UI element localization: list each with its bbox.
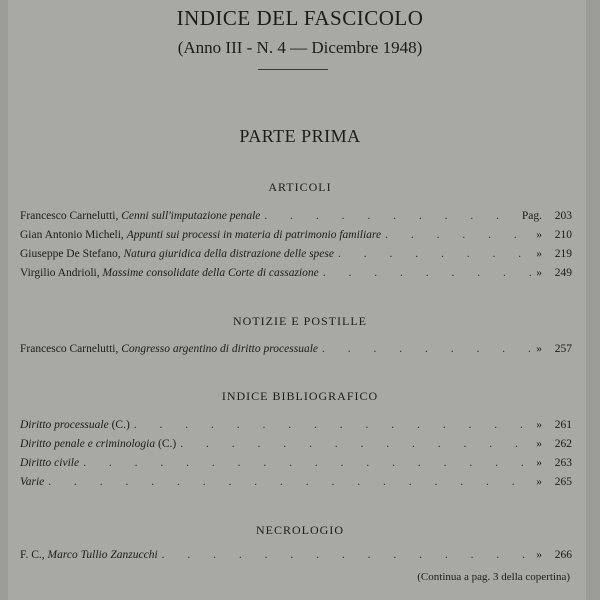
page-number: 210 [554, 229, 572, 241]
page-prefix: Pag. [521, 210, 542, 222]
toc-entry [20, 457, 572, 473]
part-heading: PARTE PRIMA [239, 126, 361, 146]
leader-dots [338, 248, 532, 260]
page-prefix: » [536, 438, 542, 450]
entry-title: Massime consolidate della Corte di cassazione [102, 267, 319, 279]
page-number: 257 [554, 343, 572, 355]
leader-dots [323, 267, 533, 279]
toc-entry [20, 210, 572, 226]
page-number: 203 [554, 210, 572, 222]
toc-entry [20, 267, 572, 283]
entry-author: Francesco Carnelutti, [20, 343, 119, 355]
page-number: 261 [554, 419, 572, 431]
leader-dots [385, 229, 532, 241]
page-number: 219 [554, 248, 572, 260]
entry-author: Francesco Carnelutti, [20, 210, 119, 222]
continuation-note: (Continua a pag. 3 della copertina) [417, 571, 570, 583]
entry-author: Giuseppe De Stefano, [20, 248, 121, 260]
page-prefix: » [536, 248, 542, 260]
toc-entry [20, 549, 572, 565]
page-number: 266 [554, 549, 572, 561]
toc-entry [20, 248, 572, 264]
page-number: 263 [554, 457, 572, 469]
entry-title: Appunti sui processi in materia di patrimonio familiare [126, 229, 382, 241]
section-heading-bibliografico: INDICE BIBLIOGRAFICO [221, 389, 379, 403]
page-number: 262 [554, 438, 572, 450]
page-prefix: » [536, 476, 542, 488]
entry-title: Diritto penale e criminologia [20, 438, 156, 450]
section-heading-necrologio: NECROLOGIO [256, 523, 344, 537]
leader-dots [264, 210, 517, 222]
leader-dots [162, 549, 533, 561]
page-number: 249 [554, 267, 572, 279]
toc-entry [20, 476, 572, 492]
toc-entry [20, 229, 572, 245]
leader-dots [48, 476, 532, 488]
entry-author: Gian Antonio Micheli, [20, 229, 124, 241]
paper-sheet [8, 0, 586, 600]
page-prefix: » [536, 343, 542, 355]
entry-title: Varie [20, 476, 45, 488]
entry-author: F. C., [20, 549, 45, 561]
entry-title: Natura giuridica della distrazione delle spese [123, 248, 334, 260]
index-title: INDICE DEL FASCICOLO [176, 6, 424, 30]
entry-title: Marco Tullio Zanzucchi [47, 549, 158, 561]
section-heading-notizie: NOTIZIE E POSTILLE [233, 314, 367, 328]
entry-suffix: (C.) [111, 419, 130, 431]
section-heading-articoli: ARTICOLI [268, 180, 332, 194]
page-prefix: » [536, 229, 542, 241]
leader-dots [322, 343, 532, 355]
page-number: 265 [554, 476, 572, 488]
title-divider [258, 69, 328, 70]
entry-title: Congresso argentino di diritto processuale [121, 343, 319, 355]
entry-title: Diritto civile [20, 457, 80, 469]
leader-dots [83, 457, 532, 469]
page-prefix: » [536, 419, 542, 431]
entry-suffix: (C.) [157, 438, 177, 450]
toc-entry [20, 438, 572, 454]
entry-title: Diritto processuale [20, 419, 109, 431]
toc-entry [20, 343, 572, 359]
toc-entry [20, 419, 572, 435]
page-prefix: » [536, 457, 542, 469]
entry-author: Virgilio Andrioli, [20, 267, 100, 279]
leader-dots [134, 419, 532, 431]
issue-subtitle: (Anno III - N. 4 — Dicembre 1948) [177, 38, 423, 57]
entry-title: Cenni sull'imputazione penale [121, 210, 261, 222]
page-prefix: » [536, 267, 542, 279]
leader-dots [180, 438, 532, 450]
page-prefix: » [536, 549, 542, 561]
